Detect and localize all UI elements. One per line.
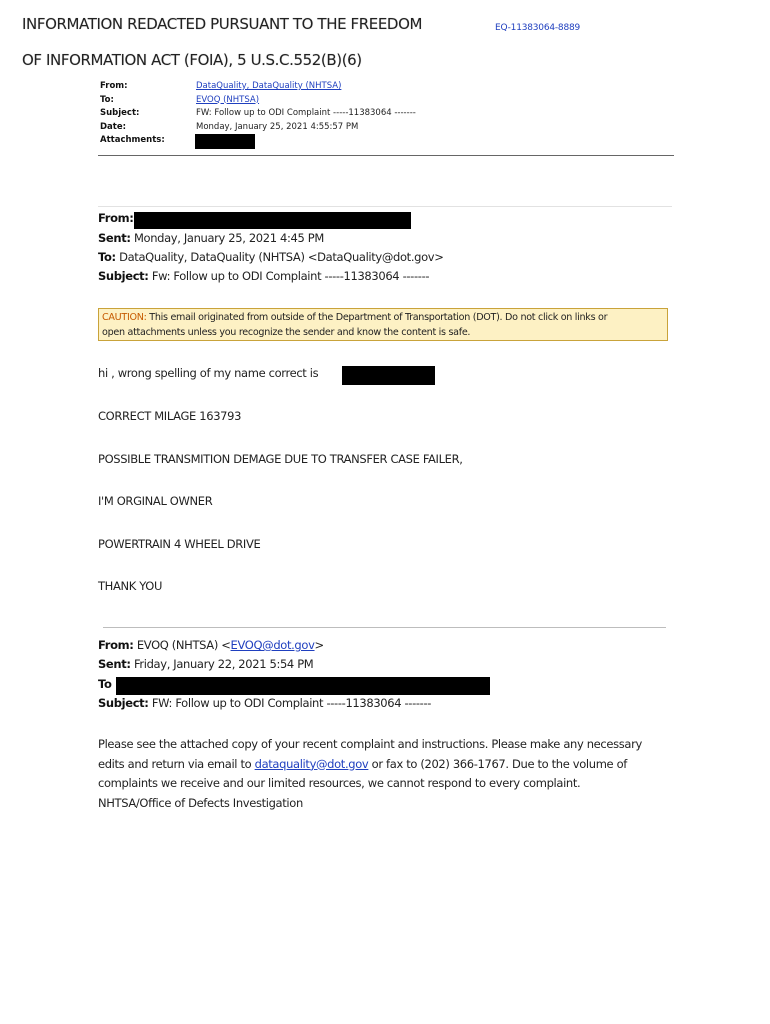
body-line-4: I'M ORGINAL OWNER [98,494,213,508]
header-divider [98,155,674,156]
caution-label: CAUTION: [102,312,147,323]
to-value-link[interactable]: EVOQ (NHTSA) [196,94,260,105]
caution-line1 [102,310,664,325]
body-line-6: THANK YOU [98,579,163,593]
closing-paragraph [98,735,678,813]
msg1-sent-label: Sent: [98,231,131,245]
from-label: From: [100,81,128,91]
msg1-to-label: To: [98,250,116,264]
msg1-from-label: From: [98,211,134,225]
subject-label: Subject: [100,108,140,118]
to-label: To: [100,94,114,105]
msg2-from-label: From: [98,638,134,652]
closing-signature: NHTSA/Office of Defects Investigation [98,795,303,810]
closing-line-2a: edits and return via email to [98,756,255,771]
msg1-sent-value: Monday, January 25, 2021 4:45 PM [133,231,324,245]
from-value-link[interactable]: DataQuality, DataQuality (NHTSA) [196,81,342,91]
closing-line-2b: or fax to (202) 366-1767. Due to the volume of [368,756,627,771]
msg2-from-line [98,638,324,652]
message-divider [98,206,672,207]
redaction-attachments [195,134,255,149]
closing-line-1: Please see the attached copy of your recent complaint and instructions. Please make any necessary [98,737,642,751]
msg1-sent-line [98,231,324,245]
body-line-2: CORRECT MILAGE 163793 [98,409,242,423]
msg2-sent-value: Friday, January 22, 2021 5:54 PM [133,657,314,671]
msg2-subject-value: FW: Follow up to ODI Complaint -----11383064 ------- [151,696,432,710]
msg1-to-line [98,250,444,264]
msg1-subject-line [98,269,429,283]
msg1-to-value: DataQuality, DataQuality (NHTSA) <DataQuality@dot.gov> [119,250,444,264]
foia-notice-line2: OF INFORMATION ACT (FOIA), 5 U.S.C.552(B)(6) [22,51,362,69]
msg1-subject-value: Fw: Follow up to ODI Complaint -----11383064 ------- [151,269,430,283]
closing-line-3: complaints we receive and our limited resources, we cannot respond to every complaint. [98,776,581,790]
dataquality-email-link[interactable]: dataquality@dot.gov [254,756,369,771]
msg1-from-line [98,211,134,225]
body-line-5: POWERTRAIN 4 WHEEL DRIVE [98,537,261,551]
email-header [100,80,680,150]
msg2-subject-label: Subject: [98,696,149,710]
msg2-subject-line [98,696,431,710]
document-id: EQ-11383064-8889 [495,23,581,33]
closing-line-2 [98,755,678,775]
caution-text2: open attachments unless you recognize the sender and know the content is safe. [102,327,471,338]
msg2-from-name: EVOQ (NHTSA) < [133,638,231,652]
redaction-name [342,366,435,385]
body-line-3: POSSIBLE TRANSMITION DEMAGE DUE TO TRANSFER CASE FAILER, [98,452,463,466]
msg2-to-label: To [98,677,112,691]
caution-banner [98,308,668,341]
foia-notice-line1: INFORMATION REDACTED PURSUANT TO THE FREEDOM [22,15,423,33]
attachments-label: Attachments: [100,135,165,145]
msg1-subject-label: Subject: [98,269,149,283]
msg2-to-line [98,677,112,691]
msg2-sent-line [98,657,313,671]
redaction-msg1-from [134,212,411,229]
msg2-from-email-link[interactable]: EVOQ@dot.gov [230,638,315,652]
caution-text1: This email originated from outside of the Department of Transportation (DOT). Do not click on links or [146,312,608,323]
body-line-1: hi , wrong spelling of my name correct is [98,366,319,380]
msg2-sent-label: Sent: [98,657,131,671]
redaction-msg2-to [116,677,490,695]
date-label: Date: [100,121,127,132]
quote-divider [103,627,666,628]
subject-value: FW: Follow up to ODI Complaint -----11383064 ------- [196,108,416,118]
msg2-from-close: > [314,638,324,652]
date-value: Monday, January 25, 2021 4:55:57 PM [196,121,359,132]
